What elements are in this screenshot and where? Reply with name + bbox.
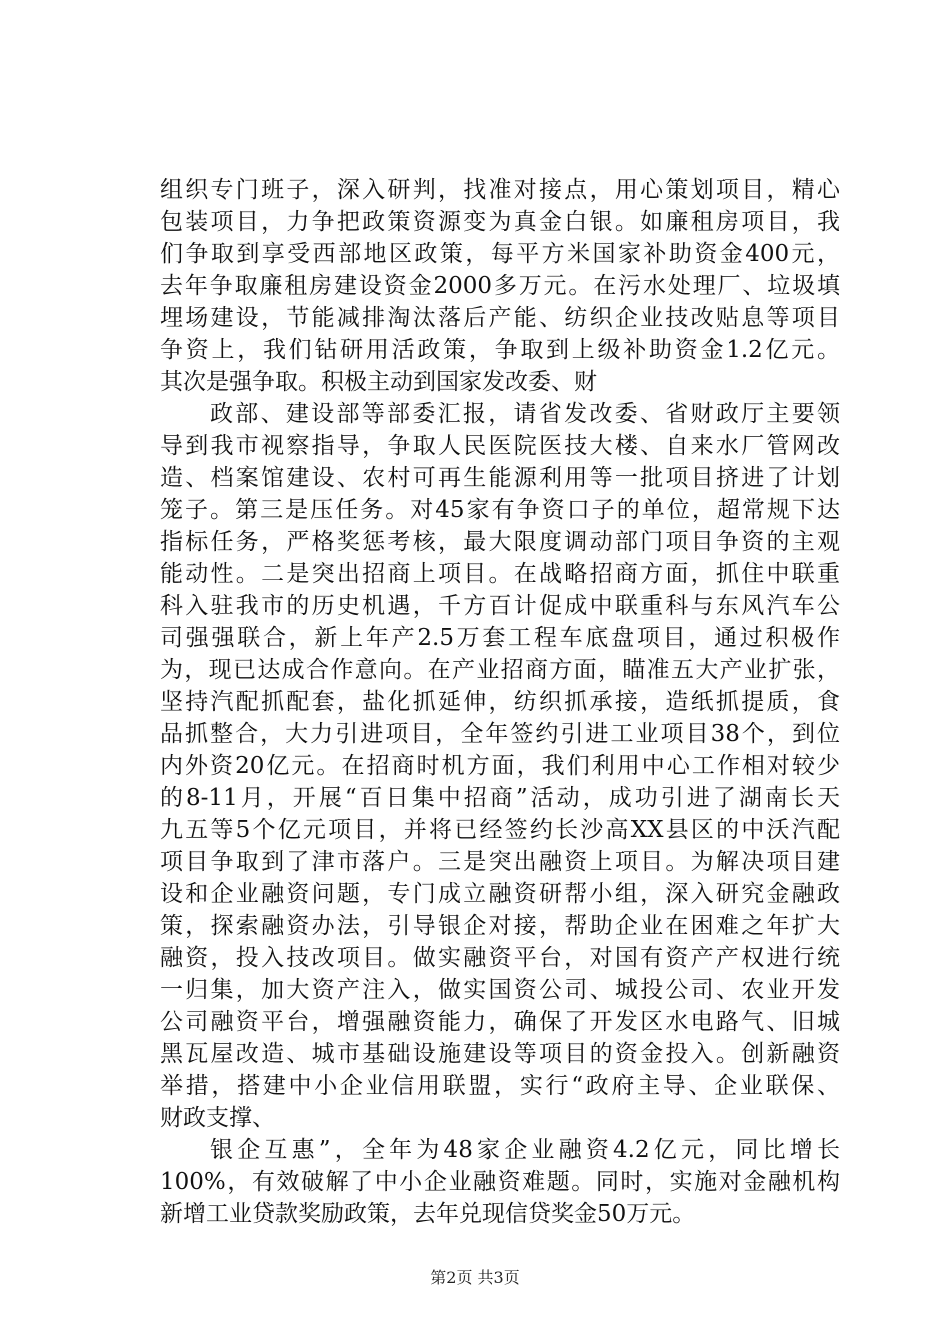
- body-text-line: 包装项目，力争把政策资源变为真金白银。如廉租房项目，我: [160, 209, 840, 235]
- body-text-line: 造、档案馆建设、农村可再生能源利用等一批项目挤进了计划: [160, 465, 840, 491]
- body-text-line: 坚持汽配抓配套，盐化抓延伸，纺织抓承接，造纸抓提质，食: [160, 689, 840, 715]
- body-text-line: 能动性。二是突出招商上项目。在战略招商方面，抓住中联重: [160, 561, 840, 587]
- body-text-line: 为，现已达成合作意向。在产业招商方面，瞄准五大产业扩张，: [160, 657, 840, 683]
- body-text-line: 策，探索融资办法，引导银企对接，帮助企业在困难之年扩大: [160, 913, 840, 939]
- body-text-line: 其次是强争取。积极主动到国家发改委、财: [160, 369, 597, 395]
- body-text-line: 去年争取廉租房建设资金2000多万元。在污水处理厂、垃圾填: [160, 273, 840, 299]
- body-text-line: 黑瓦屋改造、城市基础设施建设等项目的资金投入。创新融资: [160, 1041, 840, 1067]
- body-text-line: 项目争取到了津市落户。三是突出融资上项目。为解决项目建: [160, 849, 840, 875]
- body-text-line: 争资上，我们钻研用活政策，争取到上级补助资金1.2亿元。: [160, 337, 840, 363]
- body-text-line: 组织专门班子，深入研判，找准对接点，用心策划项目，精心: [160, 177, 840, 203]
- body-text-line: 导到我市视察指导，争取人民医院医技大楼、自来水厂管网改: [160, 433, 840, 459]
- body-text-line: 融资，投入技改项目。做实融资平台，对国有资产产权进行统: [160, 945, 840, 971]
- body-text-line: 指标任务，严格奖惩考核，最大限度调动部门项目争资的主观: [160, 529, 840, 555]
- body-text-line: 科入驻我市的历史机遇，千方百计促成中联重科与东风汽车公: [160, 593, 840, 619]
- body-text-line: 内外资20亿元。在招商时机方面，我们利用中心工作相对较少: [160, 753, 840, 779]
- body-text-line: 100%，有效破解了中小企业融资难题。同时，实施对金融机构: [160, 1169, 840, 1195]
- body-text-line: 九五等5个亿元项目，并将已经签约长沙高XX县区的中沃汽配: [160, 817, 840, 843]
- body-text-line-indented: 政部、建设部等部委汇报，请省发改委、省财政厅主要领: [210, 401, 840, 427]
- body-text-line: 的8-11月，开展“百日集中招商”活动，成功引进了湖南长天: [160, 785, 840, 811]
- body-text-line: 司强强联合，新上年产2.5万套工程车底盘项目，通过积极作: [160, 625, 840, 651]
- body-text-line: 一归集，加大资产注入，做实国资公司、城投公司、农业开发: [160, 977, 840, 1003]
- body-text-line: 品抓整合，大力引进项目，全年签约引进工业项目38个，到位: [160, 721, 840, 747]
- body-text-line: 笼子。第三是压任务。对45家有争资口子的单位，超常规下达: [160, 497, 840, 523]
- body-text-line: 们争取到享受西部地区政策，每平方米国家补助资金400元，: [160, 241, 840, 267]
- body-text-line-indented: 银企互惠”，全年为48家企业融资4.2亿元，同比增长: [210, 1137, 840, 1163]
- body-text-line: 公司融资平台，增强融资能力，确保了开发区水电路气、旧城: [160, 1009, 840, 1035]
- page-number-footer: 第2页 共3页: [430, 1268, 520, 1287]
- body-text-line: 新增工业贷款奖励政策，去年兑现信贷奖金50万元。: [160, 1201, 696, 1227]
- body-text-line: 举措，搭建中小企业信用联盟，实行“政府主导、企业联保、: [160, 1073, 840, 1099]
- body-text-line: 埋场建设，节能减排淘汰落后产能、纺织企业技改贴息等项目: [160, 305, 840, 331]
- body-text-line: 财政支撑、: [160, 1105, 275, 1131]
- body-text-line: 设和企业融资问题，专门成立融资研帮小组，深入研究金融政: [160, 881, 840, 907]
